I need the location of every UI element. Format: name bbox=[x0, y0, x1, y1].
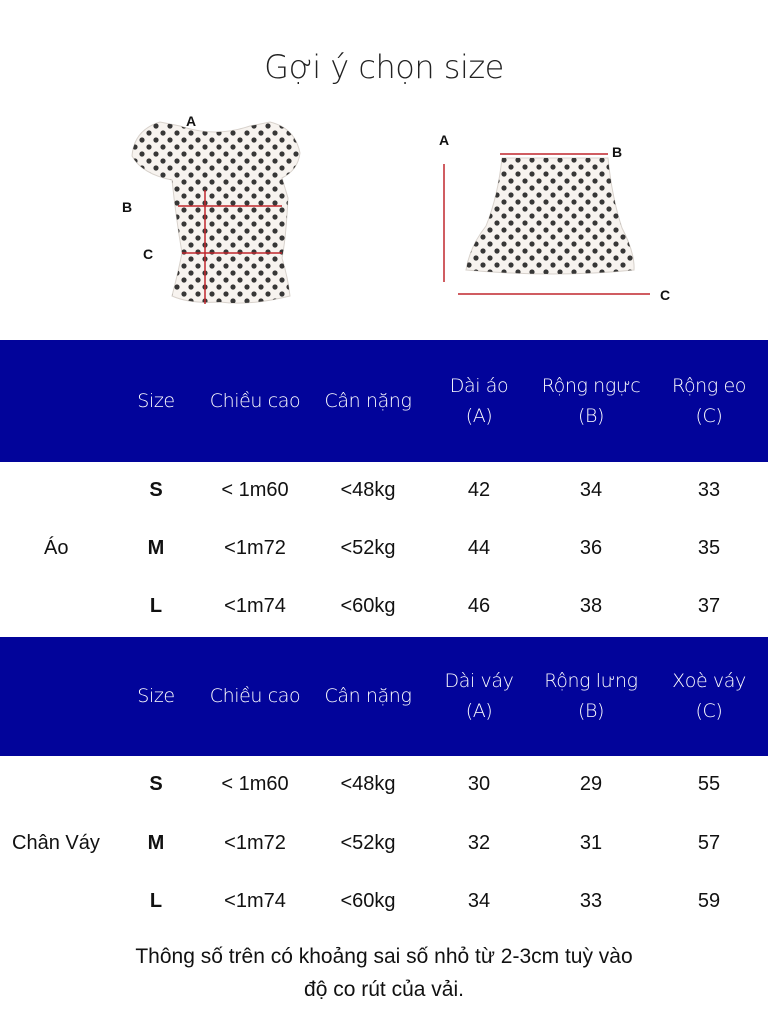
height-cell: <1m72 bbox=[224, 832, 286, 854]
header-weight: Cân nặng bbox=[324, 390, 412, 412]
col-c-cell: 55 bbox=[697, 773, 721, 795]
weight-cell: <52kg bbox=[340, 832, 396, 854]
col-b-cell: 38 bbox=[579, 595, 603, 617]
weight-cell: <52kg bbox=[340, 537, 396, 559]
footnote-line1: Thông số trên có khoảng sai số nhỏ từ 2-3cm tuỳ vào bbox=[135, 945, 633, 968]
header-col-c bbox=[652, 666, 766, 726]
header-col-c-line1: Rộng eo bbox=[672, 375, 746, 397]
header-size: Size bbox=[137, 685, 175, 707]
header-col-c bbox=[652, 371, 766, 431]
height-cell: < 1m60 bbox=[221, 773, 289, 795]
header-col-a bbox=[425, 371, 533, 431]
page-title: Gợi ý chọn size bbox=[264, 48, 504, 86]
col-a-cell: 34 bbox=[467, 890, 491, 912]
size-cell: L bbox=[149, 890, 163, 912]
col-c-cell: 59 bbox=[697, 890, 721, 912]
weight-cell: <48kg bbox=[340, 479, 396, 501]
footnote bbox=[90, 940, 678, 1006]
header-col-a-line1: Dài áo bbox=[449, 375, 509, 397]
header-col-c-line2: (C) bbox=[695, 405, 723, 427]
size-cell: S bbox=[149, 479, 163, 501]
top-category-label: Áo bbox=[44, 537, 69, 559]
header-height: Chiều cao bbox=[209, 685, 301, 707]
header-col-b-line2: (B) bbox=[577, 405, 605, 427]
col-b-cell: 29 bbox=[579, 773, 603, 795]
col-c-cell: 37 bbox=[697, 595, 721, 617]
height-cell: <1m74 bbox=[224, 890, 286, 912]
header-col-c-line2: (C) bbox=[695, 700, 723, 722]
skirt-illustration bbox=[430, 128, 680, 308]
header-col-a bbox=[425, 666, 533, 726]
skirt-table-header bbox=[0, 637, 768, 756]
size-cell: L bbox=[149, 595, 163, 617]
header-col-a-line1: Dài váy bbox=[444, 670, 514, 692]
top-label-c: C bbox=[143, 246, 154, 262]
top-label-b: B bbox=[122, 199, 133, 215]
header-col-b-line2: (B) bbox=[577, 700, 605, 722]
height-cell: < 1m60 bbox=[221, 479, 289, 501]
top-garment-illustration bbox=[110, 108, 320, 313]
header-col-c-line1: Xoè váy bbox=[672, 670, 746, 692]
header-height: Chiều cao bbox=[209, 390, 301, 412]
weight-cell: <48kg bbox=[340, 773, 396, 795]
skirt-label-a: A bbox=[439, 132, 450, 148]
col-a-cell: 44 bbox=[467, 537, 491, 559]
col-c-cell: 35 bbox=[697, 537, 721, 559]
header-size: Size bbox=[137, 390, 175, 412]
top-label-a: A bbox=[186, 113, 197, 129]
footnote-line2: độ co rút của vải. bbox=[304, 978, 464, 1001]
size-cell: M bbox=[147, 537, 165, 559]
col-b-cell: 33 bbox=[579, 890, 603, 912]
header-col-b bbox=[533, 371, 649, 431]
col-b-cell: 31 bbox=[579, 832, 603, 854]
col-a-cell: 42 bbox=[467, 479, 491, 501]
skirt-category-label: Chân Váy bbox=[12, 832, 100, 854]
col-a-cell: 46 bbox=[467, 595, 491, 617]
header-col-a-line2: (A) bbox=[465, 405, 493, 427]
header-col-b-line1: Rộng lưng bbox=[544, 670, 638, 692]
header-col-b bbox=[533, 666, 649, 726]
col-a-cell: 32 bbox=[467, 832, 491, 854]
skirt-label-b: B bbox=[612, 144, 623, 160]
top-table-header bbox=[0, 340, 768, 462]
col-c-cell: 33 bbox=[697, 479, 721, 501]
weight-cell: <60kg bbox=[340, 890, 396, 912]
size-cell: M bbox=[147, 832, 165, 854]
col-b-cell: 34 bbox=[579, 479, 603, 501]
col-b-cell: 36 bbox=[579, 537, 603, 559]
col-a-cell: 30 bbox=[467, 773, 491, 795]
header-col-b-line1: Rộng ngực bbox=[541, 375, 641, 397]
skirt-label-c: C bbox=[660, 287, 671, 303]
header-weight: Cân nặng bbox=[324, 685, 412, 707]
weight-cell: <60kg bbox=[340, 595, 396, 617]
header-col-a-line2: (A) bbox=[465, 700, 493, 722]
height-cell: <1m72 bbox=[224, 537, 286, 559]
col-c-cell: 57 bbox=[697, 832, 721, 854]
height-cell: <1m74 bbox=[224, 595, 286, 617]
size-cell: S bbox=[149, 773, 163, 795]
